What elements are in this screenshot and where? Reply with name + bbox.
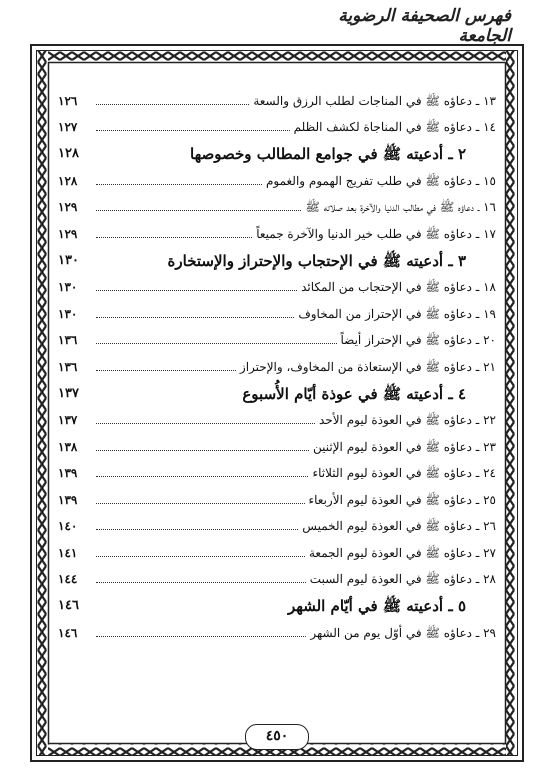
toc-section-title: ٥ ـ أدعيته ﷺ في أيّام الشهر [284,598,466,614]
toc-entry-title: ١٥ ـ دعاؤه ﷺ في طلب تفريج الهموم والغموم [262,173,496,189]
toc-entry-page: ١٣٠ [58,280,78,294]
leader-dots [96,635,306,637]
toc-entry-page: ١٢٩ [58,226,78,241]
toc-entry-title: ١٤ ـ دعاؤه ﷺ في المناجاة لكشف الظلم [290,119,496,135]
toc-entry[interactable] [58,508,496,535]
toc-entry[interactable] [58,322,496,349]
toc-entry[interactable] [58,109,496,136]
toc-entry[interactable] [58,215,496,242]
toc-entry-title: ١٣ ـ دعاؤه ﷺ في المناجات لطلب الرزق والسعة [249,93,496,109]
toc-section-heading[interactable] [58,135,496,162]
table-of-contents [58,82,496,712]
toc-entry-title: ٢٤ ـ دعاؤه ﷺ في العوذة ليوم الثلاثاء [308,465,496,481]
leader-dots [96,449,309,451]
leader-dots [96,555,305,557]
toc-entry-title: ١٨ ـ دعاؤه ﷺ في الإحتجاب من المكائد [297,279,496,295]
toc-section-title: ٤ ـ أدعيته ﷺ في عوذة أيّام الأُسبوع [238,386,466,402]
toc-entry[interactable] [58,295,496,322]
toc-entry-title: ٢٠ ـ دعاؤه ﷺ في الإحتراز أيضاً [337,332,496,348]
leader-dots [96,528,298,530]
page-number-badge: ٤٥٠ [245,724,309,750]
leader-dots [96,369,236,371]
leader-dots [96,342,337,344]
toc-section-title: ٣ ـ أدعيته ﷺ في الإحتجاب والإحتراز والإستخارة [164,253,466,269]
toc-entry-title: ٢٧ ـ دعاؤه ﷺ في العوذة ليوم الجمعة [305,545,496,561]
toc-entry-page: ١٤١ [58,545,78,560]
toc-entry[interactable] [58,402,496,429]
toc-entry[interactable] [58,82,496,109]
leader-dots [96,475,308,477]
leader-dots [96,129,290,131]
toc-entry-page: ١٣٦ [58,333,78,347]
toc-entry-title: ٢٢ ـ دعاؤه ﷺ في العوذة ليوم الأحد [315,412,496,428]
toc-entry-page: ١٣٩ [58,492,78,507]
toc-entry-page: ١٢٦ [58,93,78,108]
toc-section-heading[interactable] [58,242,496,269]
toc-entry-title: ٢١ ـ دعاؤه ﷺ في الإستعاذة من المخاوف، والإحتراز [236,359,496,375]
toc-entry-title: ٢٦ ـ دعاؤه ﷺ في العوذة ليوم الخميس [298,518,496,534]
toc-entry[interactable] [58,269,496,296]
leader-dots [96,502,305,504]
toc-section-page: ١٢٨ [58,146,79,161]
leader-dots [96,103,249,105]
toc-entry[interactable] [58,348,496,375]
toc-entry[interactable] [58,561,496,588]
toc-entry[interactable] [58,534,496,561]
toc-entry[interactable] [58,614,496,641]
leader-dots [96,316,294,318]
leader-dots [96,581,306,583]
toc-entry-page: ١٢٧ [58,120,78,134]
leader-dots [96,422,315,424]
toc-entry-page: ١٣٦ [58,359,78,374]
leader-dots [96,183,262,185]
toc-entry[interactable] [58,162,496,189]
toc-entry-page: ١٤٠ [58,519,78,533]
toc-section-title: ٢ ـ أدعيته ﷺ في جوامع المطالب وخصوصها [186,146,466,162]
toc-entry-title: ١٦ ـ دعاؤه ﷺ في مطالب الدنيا والآخرة بعد صلاته ﷺ [301,199,496,215]
toc-entry-title: ٢٩ ـ دعاؤه ﷺ في أوّل يوم من الشهر [306,625,496,641]
toc-section-heading[interactable] [58,375,496,402]
toc-entry-title: ٢٥ ـ دعاؤه ﷺ في العوذة ليوم الأربعاء [305,492,497,508]
toc-entry-page: ١٣٩ [58,466,78,480]
toc-entry-page: ١٣٧ [58,413,78,427]
toc-entry-title: ١٧ ـ دعاؤه ﷺ في طلب خير الدنيا والآخرة جميعاً [252,226,496,242]
toc-section-page: ١٤٦ [58,598,79,613]
toc-entry[interactable] [58,455,496,482]
toc-entry-page: ١٣٨ [58,439,78,454]
toc-section-page: ١٣٧ [58,385,79,401]
toc-entry-page: ١٤٦ [58,625,78,640]
toc-entry-page: ١٢٨ [58,173,78,188]
toc-entry-title: ٢٣ ـ دعاؤه ﷺ في العوذة ليوم الإثنين [309,439,496,455]
toc-entry-page: ١٢٩ [58,200,78,214]
toc-entry[interactable] [58,189,496,216]
toc-entry[interactable] [58,428,496,455]
toc-entry[interactable] [58,481,496,508]
toc-section-page: ١٣٠ [58,252,79,268]
leader-dots [96,236,252,238]
toc-section-heading[interactable] [58,587,496,614]
toc-entry-title: ١٩ ـ دعاؤه ﷺ في الإحتراز من المخاوف [294,306,496,322]
leader-dots [96,289,297,291]
toc-entry-title: ٢٨ ـ دعاؤه ﷺ في العوذة ليوم السبت [306,571,496,587]
toc-entry-page: ١٣٠ [58,306,78,321]
running-header-title: فهرس الصحيفة الرضوية الجامعة [338,6,511,46]
toc-entry-page: ١٤٤ [58,572,78,586]
leader-dots [96,209,301,211]
